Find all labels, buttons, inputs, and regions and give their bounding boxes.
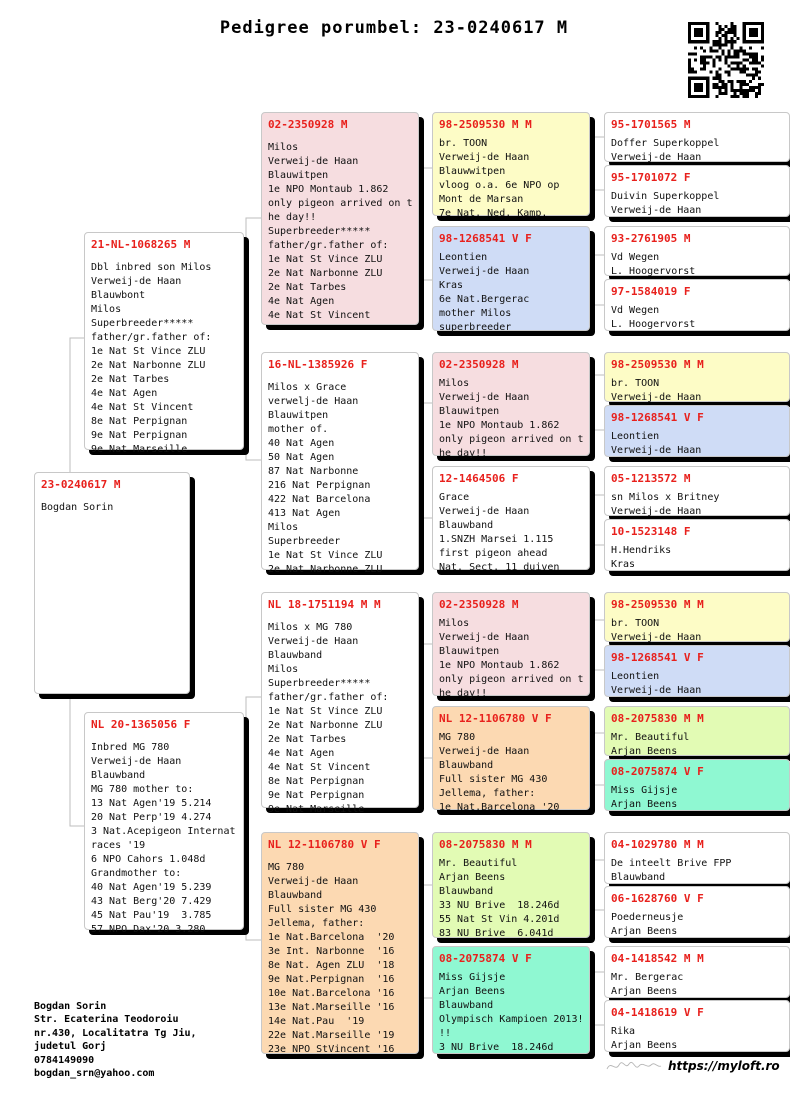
pigeon-card-gen5-7[interactable]: [604, 466, 790, 516]
ring-number: 08-2075830 M M: [439, 838, 532, 851]
ring-number: 04-1418619 V F: [611, 1006, 704, 1019]
ring-number: 98-1268541 V F: [611, 411, 704, 424]
pigeon-card-gen5-11[interactable]: [604, 706, 790, 756]
pigeon-card-sire[interactable]: [84, 232, 244, 455]
ring-number: 10-1523148 F: [611, 525, 691, 538]
pigeon-card-gen5-3[interactable]: [604, 226, 790, 276]
pigeon-card-gen4-3[interactable]: [432, 352, 590, 459]
pigeon-card-gen5-5[interactable]: [604, 352, 790, 402]
pigeon-card-gen5-15[interactable]: [604, 946, 790, 998]
pigeon-card-gen5-9[interactable]: [604, 592, 790, 642]
pigeon-card-gen5-13[interactable]: [604, 832, 790, 884]
ring-number: 98-2509530 M M: [439, 118, 532, 131]
ring-number: 98-1268541 V F: [611, 651, 704, 664]
ring-number: 12-1464506 F: [439, 472, 519, 485]
pigeon-details: Bogdan Sorin: [41, 502, 114, 513]
ring-number: NL 12-1106780 V F: [268, 838, 381, 851]
pigeon-card-subject[interactable]: [34, 472, 190, 694]
pigeon-card-gen5-6[interactable]: [604, 405, 790, 457]
pigeon-details: Vd Wegen L. Hoogervorst: [611, 252, 696, 277]
pigeon-details: Leontien Verweij-de Haan Kras 6e Nat.Bergerac mother Milos superbreeder: [439, 252, 530, 333]
pigeon-details: Vd Wegen L. Hoogervorst: [611, 305, 696, 330]
owner-name: Bogdan Sorin: [34, 1001, 107, 1012]
pigeon-card-gen4-7[interactable]: [432, 832, 590, 938]
pigeon-card-gen5-10[interactable]: [604, 645, 790, 697]
pigeon-card-gen5-4[interactable]: [604, 279, 790, 331]
ring-number: 95-1701072 F: [611, 171, 691, 184]
owner-locality: nr.430, Localitatra Tg Jiu,: [34, 1027, 197, 1039]
pigeon-details: Leontien Verweij-de Haan: [611, 431, 702, 456]
owner-contact: [34, 1000, 197, 1080]
pigeon-details: Rika Arjan Beens: [611, 1026, 678, 1051]
pigeon-card-gen5-14[interactable]: [604, 886, 790, 938]
pigeon-details: Miss Gijsje Arjan Beens Blauwband Olympisch Kampioen 2013! !! 3 NU Brive 18.246d: [439, 972, 584, 1053]
pigeon-card-gen5-12[interactable]: [604, 759, 790, 811]
ring-number: 97-1584019 F: [611, 285, 691, 298]
signature-logo: [605, 1058, 663, 1074]
pigeon-card-gen4-2[interactable]: [432, 226, 590, 331]
owner-phone: 0784149090: [34, 1054, 95, 1066]
pigeon-details: Leontien Verweij-de Haan: [611, 671, 702, 696]
ring-number: 04-1029780 M M: [611, 838, 704, 851]
owner-email[interactable]: bogdan_srn@yahoo.com: [34, 1068, 155, 1080]
ring-number: 23-0240617 M: [41, 478, 121, 491]
pigeon-details: br. TOON Verweij-de Haan: [611, 378, 702, 403]
pigeon-card-gen5-8[interactable]: [604, 519, 790, 571]
pigeon-card-gen3-3[interactable]: [261, 592, 419, 815]
ring-number: NL 12-1106780 V F: [439, 712, 552, 725]
pigeon-details: H.Hendriks Kras: [611, 545, 672, 570]
pigeon-details: Dbl inbred son Milos Verweij-de Haan Blauwbont Milos Superbreeder***** father/gr.father of: 1e Nat St Vince ZLU 2e Nat Narbonne ZLU 2e Nat Tarbes 4e Nat Agen 4e Nat St Vincent 8e Nat Perpignan 9e Nat Perpignan 9e Nat Marseille: [91, 262, 212, 455]
ring-number: 16-NL-1385926 F: [268, 358, 368, 371]
ring-number: 02-2350928 M: [439, 358, 519, 371]
ring-number: 93-2761905 M: [611, 232, 691, 245]
pigeon-details: br. TOON Verweij-de Haan Blauwwitpen vloog o.a. 6e NPO op Mont de Marsan 7e Nat. Ned. Kamp.: [439, 138, 560, 219]
pigeon-details: Milos Verweij-de Haan Blauwitpen 1e NPO Montaub 1.862 only pigeon arrived on t he day!!: [439, 378, 584, 459]
pigeon-details: br. TOON Verweij-de Haan: [611, 618, 702, 643]
pigeon-card-gen4-4[interactable]: [432, 466, 590, 573]
owner-street: Str. Ecaterina Teodoroiu: [34, 1014, 179, 1026]
pigeon-details: Milos x MG 780 Verweij-de Haan Blauwband Milos Superbreeder***** father/gr.father of: 1e Nat St Vince ZLU 2e Nat Narbonne ZLU 2e Nat Tarbes 4e Nat Agen 4e Nat St Vincent 8e Nat Perpignan 9e Nat Perpignan 9e Nat Marseille: [268, 622, 389, 815]
pigeon-card-gen4-5[interactable]: [432, 592, 590, 699]
ring-number: 98-2509530 M M: [611, 358, 704, 371]
ring-number: NL 18-1751194 M M: [268, 598, 381, 611]
ring-number: 95-1701565 M: [611, 118, 691, 131]
pigeon-card-gen5-16[interactable]: [604, 1000, 790, 1052]
pigeon-details: Milos x Grace verwelj-de Haan Blauwitpen mother of. 40 Nat Agen 50 Nat Agen 87 Nat Narbonne 216 Nat Perpignan 422 Nat Barcelona 413 Nat Agen Milos Superbreeder 1e Nat St Vince ZLU 2e Nat Narbonne ZLU: [268, 382, 383, 575]
ring-number: 08-2075874 V F: [611, 765, 704, 778]
ring-number: 21-NL-1068265 M: [91, 238, 191, 251]
pigeon-card-gen4-8[interactable]: [432, 946, 590, 1054]
pigeon-card-gen4-6[interactable]: [432, 706, 590, 813]
qr-code-icon: [688, 22, 764, 98]
pigeon-card-gen3-4[interactable]: [261, 832, 419, 1054]
ring-number: 08-2075874 V F: [439, 952, 532, 965]
ring-number: 02-2350928 M: [268, 118, 348, 131]
pigeon-details: Mr. Beautiful Arjan Beens: [611, 732, 690, 757]
page-title: Pedigree porumbel: 23-0240617 M: [219, 18, 569, 38]
ring-number: 98-2509530 M M: [611, 598, 704, 611]
pigeon-details: sn Milos x Britney Verweij-de Haan: [611, 492, 720, 517]
pigeon-card-gen5-1[interactable]: [604, 112, 790, 162]
ring-number: 06-1628760 V F: [611, 892, 704, 905]
ring-number: 08-2075830 M M: [611, 712, 704, 725]
pigeon-details: Duivin Superkoppel Verweij-de Haan: [611, 191, 720, 216]
pigeon-details: Grace Verweij-de Haan Blauwband 1.SNZH Marsei 1.115 first pigeon ahead Nat. Sect. 11 duiven: [439, 492, 560, 573]
pigeon-card-gen4-1[interactable]: [432, 112, 590, 219]
pigeon-details: Mr. Beautiful Arjan Beens Blauwband 33 NU Brive 18.246d 55 Nat St Vin 4.201d 83 NU Brive 6.041d: [439, 858, 560, 939]
pigeon-details: Milos Verweij-de Haan Blauwitpen 1e NPO Montaub 1.862 only pigeon arrived on t he day!! Superbreeder***** father/gr.father of: 1e Nat St Vince ZLU 2e Nat Narbonne ZLU 2e Nat Tarbes 4e Nat Agen 4e Nat St Vincent: [268, 142, 413, 321]
ring-number: NL 20-1365056 F: [91, 718, 191, 731]
pigeon-details: Doffer Superkoppel Verweij-de Haan: [611, 138, 720, 163]
pigeon-details: MG 780 Verweij-de Haan Blauwband Full sister MG 430 Jellema, father: 1e Nat.Barcelona '20 3e Int. Narbonne '16 8e Nat. Agen ZLU '18 9e Nat.Perpignan '16 10e Nat.Barcelona '16 13e Nat.Marseille '16 14e Nat.Pau '19 22e Nat.Marseille '19 23e NPO StVincent '16: [268, 862, 395, 1055]
pigeon-details: Milos Verweij-de Haan Blauwitpen 1e NPO Montaub 1.862 only pigeon arrived on t he day!!: [439, 618, 584, 699]
pigeon-details: De inteelt Brive FPP Blauwband: [611, 858, 732, 883]
pigeon-details: MG 780 Verweij-de Haan Blauwband Full sister MG 430 Jellema, father: 1e Nat.Barcelona '20: [439, 732, 560, 813]
owner-county: judetul Gorj: [34, 1041, 107, 1053]
pigeon-card-dam[interactable]: [84, 712, 244, 935]
pigeon-card-gen3-2[interactable]: [261, 352, 419, 575]
pigeon-details: Inbred MG 780 Verweij-de Haan Blauwband MG 780 mother to: 13 Nat Agen'19 5.214 20 Nat Perp'19 4.274 3 Nat.Acepigeon Internat races '19 6 NPO Cahors 1.048d Grandmother to: 40 Nat Agen'19 5.239 43 Nat Berg'20 7.429 45 Nat Pau'19 3.785 57 NPO Dax'20 3.280: [91, 742, 236, 935]
pigeon-details: Mr. Bergerac Arjan Beens: [611, 972, 684, 997]
ring-number: 05-1213572 M: [611, 472, 691, 485]
ring-number: 98-1268541 V F: [439, 232, 532, 245]
pigeon-details: Poederneusje Arjan Beens: [611, 912, 684, 937]
ring-number: 04-1418542 M M: [611, 952, 704, 965]
ring-number: 02-2350928 M: [439, 598, 519, 611]
pigeon-details: Miss Gijsje Arjan Beens: [611, 785, 678, 810]
website-link[interactable]: https://myloft.ro: [668, 1059, 780, 1073]
pigeon-card-gen5-2[interactable]: [604, 165, 790, 217]
pigeon-card-gen3-1[interactable]: [261, 112, 419, 325]
